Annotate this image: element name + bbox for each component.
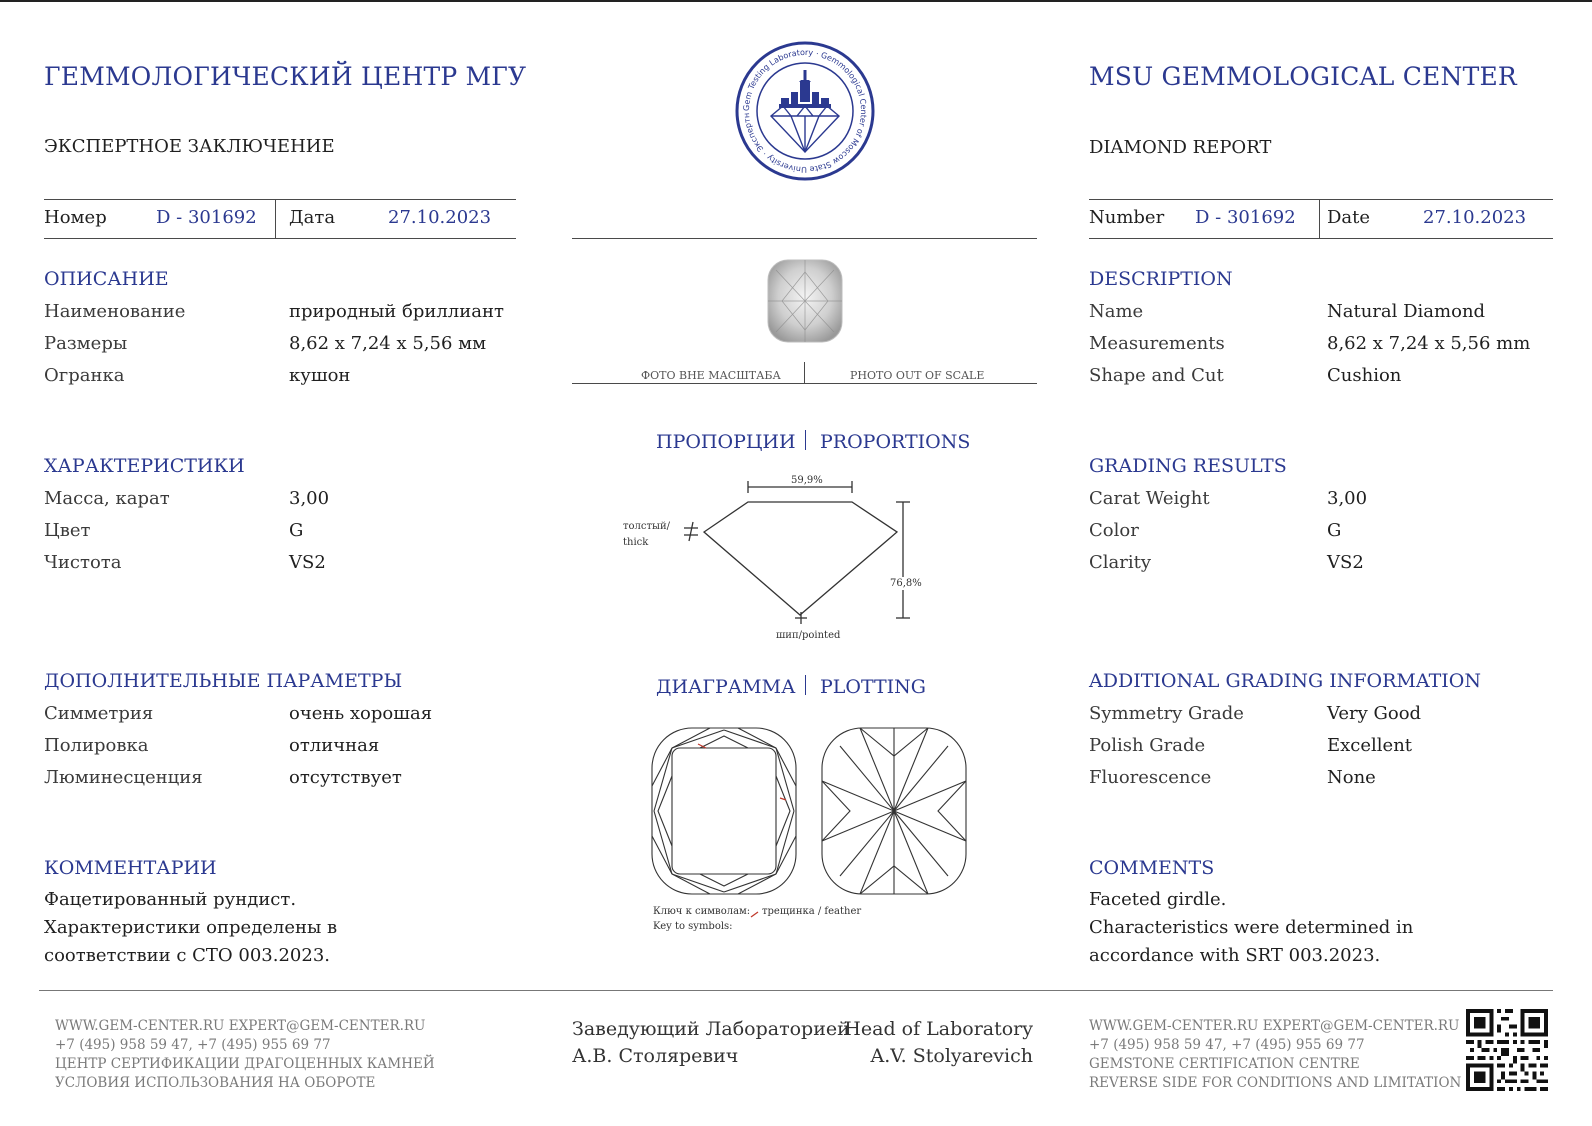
footer-left-line: ЦЕНТР СЕРТИФИКАЦИИ ДРАГОЦЕННЫХ КАМНЕЙ bbox=[55, 1056, 435, 1072]
photo-caption-en: PHOTO OUT OF SCALE bbox=[850, 369, 985, 382]
grade-value-en: VS2 bbox=[1327, 552, 1364, 573]
footer-divider bbox=[39, 990, 1553, 991]
grade-label-ru: Чистота bbox=[44, 552, 122, 573]
add-label-en: Fluorescence bbox=[1089, 767, 1212, 788]
top-border bbox=[0, 0, 1592, 2]
feather-symbol-icon bbox=[749, 905, 761, 917]
photo-caption-ru: ФОТО ВНЕ МАСШТАБА bbox=[641, 369, 781, 382]
desc-label-ru: Наименование bbox=[44, 301, 186, 322]
grade-value-en: 3,00 bbox=[1327, 488, 1368, 509]
divider bbox=[1089, 238, 1553, 239]
comment-line-en: Faceted girdle. bbox=[1089, 889, 1227, 910]
description-heading-ru: ОПИСАНИЕ bbox=[44, 268, 169, 290]
signature-name-en: A.V. Stolyarevich bbox=[870, 1045, 1033, 1067]
grade-label-en: Carat Weight bbox=[1089, 488, 1210, 509]
number-label-ru: Номер bbox=[44, 207, 107, 228]
footer-left-line: +7 (495) 958 59 47, +7 (495) 955 69 77 bbox=[55, 1037, 331, 1053]
key-label-en: Key to symbols: bbox=[653, 921, 733, 932]
footer-right-line: WWW.GEM-CENTER.RU EXPERT@GEM-CENTER.RU bbox=[1089, 1018, 1460, 1034]
grade-label-en: Clarity bbox=[1089, 552, 1152, 573]
crown-plot-diagram bbox=[650, 726, 798, 896]
signature-name-ru: А.В. Столяревич bbox=[572, 1045, 739, 1067]
desc-value-ru: кушон bbox=[289, 365, 351, 386]
grade-value-ru: G bbox=[289, 520, 304, 541]
table-percent: 59,9% bbox=[791, 475, 823, 486]
comment-line-ru: Характеристики определены в bbox=[44, 917, 338, 938]
seal-text: Gem Testing Laboratory · Gemmological Center of Moscow State University · Экспертн bbox=[741, 47, 869, 175]
additional-heading-en: ADDITIONAL GRADING INFORMATION bbox=[1089, 670, 1481, 692]
desc-label-ru: Размеры bbox=[44, 333, 128, 354]
add-value-en: Very Good bbox=[1327, 703, 1422, 724]
plotting-heading-en: PLOTTING bbox=[820, 676, 926, 698]
date-label-ru: Дата bbox=[289, 207, 336, 228]
comment-line-en: accordance with SRT 003.2023. bbox=[1089, 945, 1381, 966]
footer-right-line: +7 (495) 958 59 47, +7 (495) 955 69 77 bbox=[1089, 1037, 1365, 1053]
culet-label: шип/pointed bbox=[776, 630, 841, 641]
desc-value-ru: природный бриллиант bbox=[289, 301, 504, 322]
comment-line-ru: соответствии с СТО 003.2023. bbox=[44, 945, 331, 966]
add-label-ru: Люминесценция bbox=[44, 767, 203, 788]
desc-value-en: Natural Diamond bbox=[1327, 301, 1486, 322]
diamond-photo bbox=[766, 258, 844, 344]
pavilion-plot-diagram bbox=[820, 726, 968, 896]
comment-line-en: Characteristics were determined in bbox=[1089, 917, 1414, 938]
description-heading-en: DESCRIPTION bbox=[1089, 268, 1233, 290]
add-label-en: Polish Grade bbox=[1089, 735, 1206, 756]
add-value-ru: очень хорошая bbox=[289, 703, 433, 724]
grade-label-en: Color bbox=[1089, 520, 1139, 541]
additional-heading-ru: ДОПОЛНИТЕЛЬНЫЕ ПАРАМЕТРЫ bbox=[44, 670, 403, 692]
footer-right-line: GEMSTONE CERTIFICATION CENTRE bbox=[1089, 1056, 1360, 1072]
footer-right-line: REVERSE SIDE FOR CONDITIONS AND LIMITATION bbox=[1089, 1075, 1462, 1091]
plotting-heading-ru: ДИАГРАММА bbox=[656, 676, 796, 698]
date-value-ru: 27.10.2023 bbox=[388, 207, 492, 228]
divider bbox=[805, 430, 806, 450]
feather-legend: трещинка / feather bbox=[762, 906, 862, 917]
signature-title-ru: Заведующий Лабораторией bbox=[572, 1018, 850, 1040]
date-value-en: 27.10.2023 bbox=[1423, 207, 1527, 228]
add-label-en: Symmetry Grade bbox=[1089, 703, 1244, 724]
desc-value-en: 8,62 x 7,24 x 5,56 mm bbox=[1327, 333, 1531, 354]
divider bbox=[275, 200, 276, 238]
desc-label-en: Measurements bbox=[1089, 333, 1225, 354]
grade-value-en: G bbox=[1327, 520, 1342, 541]
desc-label-en: Name bbox=[1089, 301, 1144, 322]
qr-code[interactable] bbox=[1466, 1009, 1548, 1091]
add-value-ru: отличная bbox=[289, 735, 380, 756]
number-value-ru: D - 301692 bbox=[156, 207, 257, 228]
grade-label-ru: Цвет bbox=[44, 520, 91, 541]
proportions-diagram bbox=[620, 475, 940, 645]
key-label-ru: Ключ к символам: bbox=[653, 906, 751, 917]
msu-seal-logo bbox=[735, 40, 875, 182]
depth-percent: 76,8% bbox=[890, 578, 922, 589]
girdle-label-en: thick bbox=[623, 537, 649, 548]
divider bbox=[572, 238, 1037, 239]
add-value-en: Excellent bbox=[1327, 735, 1413, 756]
subtitle-en: DIAMOND REPORT bbox=[1089, 137, 1272, 158]
number-value-en: D - 301692 bbox=[1195, 207, 1296, 228]
comments-heading-en: COMMENTS bbox=[1089, 857, 1215, 879]
add-value-ru: отсутствует bbox=[289, 767, 402, 788]
add-value-en: None bbox=[1327, 767, 1376, 788]
divider bbox=[804, 362, 805, 384]
comment-line-ru: Фацетированный рундист. bbox=[44, 889, 297, 910]
proportions-heading-en: PROPORTIONS bbox=[820, 431, 971, 453]
add-label-ru: Полировка bbox=[44, 735, 149, 756]
divider bbox=[44, 199, 516, 200]
divider bbox=[805, 675, 806, 695]
grading-heading-en: GRADING RESULTS bbox=[1089, 455, 1287, 477]
footer-left-line: УСЛОВИЯ ИСПОЛЬЗОВАНИЯ НА ОБОРОТЕ bbox=[55, 1075, 376, 1091]
desc-value-en: Cushion bbox=[1327, 365, 1402, 386]
comments-heading-ru: КОММЕНТАРИИ bbox=[44, 857, 217, 879]
add-label-ru: Симметрия bbox=[44, 703, 154, 724]
grade-value-ru: 3,00 bbox=[289, 488, 330, 509]
grading-heading-ru: ХАРАКТЕРИСТИКИ bbox=[44, 455, 245, 477]
date-label-en: Date bbox=[1327, 207, 1371, 228]
desc-value-ru: 8,62 x 7,24 x 5,56 мм bbox=[289, 333, 487, 354]
subtitle-ru: ЭКСПЕРТНОЕ ЗАКЛЮЧЕНИЕ bbox=[44, 136, 335, 157]
desc-label-ru: Огранка bbox=[44, 365, 125, 386]
girdle-label-ru: толстый/ bbox=[623, 521, 671, 532]
title-en: MSU GEMMOLOGICAL CENTER bbox=[1089, 62, 1517, 91]
proportions-heading-ru: ПРОПОРЦИИ bbox=[656, 431, 796, 453]
divider bbox=[1319, 200, 1320, 238]
number-label-en: Number bbox=[1089, 207, 1165, 228]
divider bbox=[1089, 199, 1553, 200]
desc-label-en: Shape and Cut bbox=[1089, 365, 1224, 386]
signature-title-en: Head of Laboratory bbox=[844, 1018, 1033, 1040]
footer-left-line: WWW.GEM-CENTER.RU EXPERT@GEM-CENTER.RU bbox=[55, 1018, 426, 1034]
grade-value-ru: VS2 bbox=[289, 552, 326, 573]
divider bbox=[44, 238, 516, 239]
title-ru: ГЕММОЛОГИЧЕСКИЙ ЦЕНТР МГУ bbox=[44, 62, 527, 91]
grade-label-ru: Масса, карат bbox=[44, 488, 170, 509]
